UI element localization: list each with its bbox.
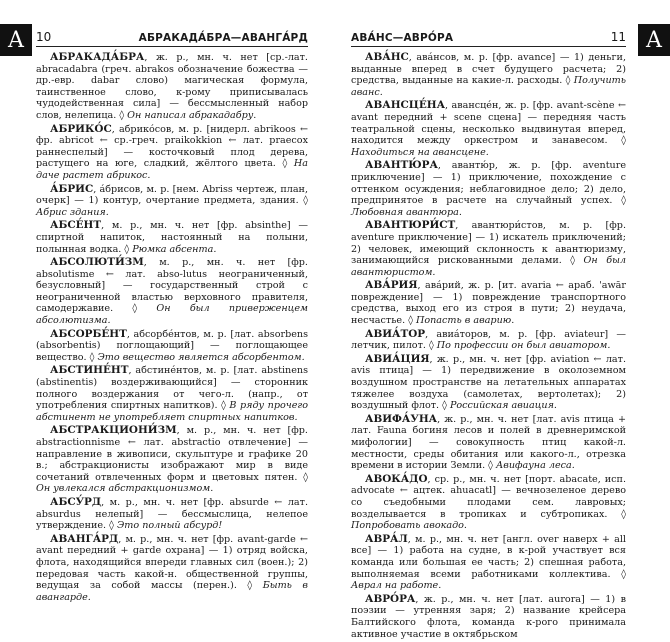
definition: , м. р., мн. ч. нет [фр. absinthe] — спиртной напиток, настоянный на полыни, полынная водка. ◊ (36, 220, 308, 255)
page-number: 11 (610, 30, 626, 44)
page-header (351, 28, 626, 47)
dictionary-entry (351, 534, 626, 592)
definition: , ава́нсов, м. р. [фр. avance] — 1) деньги, выданные вперед в счет будущего расчета; 2) средства, выданные на какие-л. расходы. ◊ (351, 52, 626, 87)
definition: , авантю́р, ж. р. [фр. aventure приключение] — 1) приключение, похождение с оттенком осуждения; неблаговидное дело; 2) дело, предпринятое в расчете на случайный успех. ◊ (351, 160, 626, 207)
dictionary-entry (36, 534, 308, 604)
headword: АБСУ́РД (50, 495, 102, 508)
usage-example: В ряду прочего абстинент не употребляет спиртных напитков. (36, 400, 309, 423)
headword: АБСЕ́НТ (50, 219, 102, 232)
dictionary-entry (36, 257, 308, 327)
usage-example: Он был авантюристом. (351, 255, 626, 278)
headword: АБРАКАДА́БРА (50, 51, 145, 63)
usage-example: Получить аванс. (351, 75, 626, 98)
headword: АБСОЛЮТИ́ЗМ (50, 256, 144, 269)
headword: АВРО́РА (365, 592, 416, 605)
headword: АВИА́ЦИЯ (365, 352, 430, 365)
dictionary-entry (351, 280, 626, 326)
dictionary-entry (351, 52, 626, 98)
definition: , м. р., мн. ч. нет [фр. abstractionnisme ← лат. abstractio отвлечение] — направление в живописи, скульптуре и графике 20 в.; абстракционисты изображают мир в виде сочетаний отвлеченных форм и цветовых пятен. ◊ (36, 425, 308, 483)
letter-tab: А (0, 24, 32, 56)
headword: АВАНТЮ́РА (365, 159, 438, 172)
usage-example: Любовная авантюра. (351, 206, 462, 218)
dictionary-column (351, 52, 626, 642)
definition: , м. р., мн. ч. нет [англ. over наверх + all все] — 1) работа на судне, в к-рой участвует вся команда или большая ее часть; 2) спешная работа, выполняемая всеми работниками коллектива. ◊ (351, 533, 626, 580)
definition: , м. р., мн. ч. нет [фр. absolutisme ← лат. abso-lutus неограниченный, безусловный] — государственный строй с неограниченной властью верховного правителя, самодержавие. ◊ (36, 257, 308, 315)
definition: , а́брисов, м. р. [нем. Abriss чертеж, план, очерк] — 1) контур, очертание предмета, здания. ◊ (36, 183, 308, 207)
dictionary-entry (36, 329, 308, 364)
headword: АВАНТЮРИ́СТ (365, 219, 456, 232)
dictionary-entry (351, 220, 626, 278)
usage-example: Российская авиация. (449, 400, 557, 412)
running-head: АВА́НС—АВРО́РА (351, 32, 454, 44)
dictionary-entry (36, 124, 308, 182)
dictionary-entry (351, 354, 626, 412)
usage-example: Аврал на работе. (351, 580, 442, 592)
dictionary-entry (36, 365, 308, 423)
definition: , ср. р., мн. ч. нет [порт. abacate, исп. advocate ← ацтек. ahuacatl] — вечнозеленое дерево со съедобными плодами сем. лавровых; возделывается в тропиках и субтропиках. ◊ (351, 473, 626, 520)
usage-example: Он увлекался абстракционизмом. (36, 483, 214, 495)
headword: АВАНСЦЕ́НА (365, 99, 446, 112)
definition: , авиа́торов, м. р. [фр. aviateur] — летчик, пилот. ◊ (351, 328, 626, 352)
dictionary-column (36, 52, 308, 605)
dictionary-entry (36, 184, 308, 219)
definition: , авантюри́стов, м. р. [фр. aventure приключение] — 1) искатель приключений; 2) человек, имеющий склонность к авантюризму, занимающийся рискованными делами. ◊ (351, 220, 626, 267)
definition: , ава́рий, ж. р. [ит. avaria ← араб. 'awār повреждение] — 1) повреждение транспортного средства, выход его из строя в пути; 2) неудача, несчастье. ◊ (351, 280, 626, 327)
headword: АБРИКО́С (50, 122, 112, 135)
letter-tab: А (638, 24, 670, 56)
definition: , абстине́нтов, м. р. [лат. abstinens (abstinentis) воздерживающийся] — сторонник полного воздержания от чего-л. (напр., от употребления спиртных напитков). ◊ (36, 365, 308, 412)
dictionary-entry (36, 52, 308, 122)
usage-example: Находиться на авансцене. (351, 146, 489, 158)
dictionary-entry (351, 414, 626, 472)
definition: , м. р., мн. ч. нет [фр. absurde ← лат. absurdus нелепый] — бессмыслица, нелепое утверждение. ◊ (36, 496, 308, 532)
headword: АВА́НС (365, 51, 409, 63)
usage-example: Попробовать авокадо. (351, 520, 467, 532)
definition: , авансце́н, ж. р. [фр. avant-scène ← avant передний + scene сцена] — передняя часть театральной сцены, несколько выдвинутая вперед, находится между оркестром и занавесом. ◊ (351, 100, 626, 147)
left-page (0, 0, 335, 603)
definition: , абсорбе́нтов, м. р. [лат. absorbens (absorbentis) поглощающий] — поглощающее вещество. ◊ (36, 328, 308, 363)
definition: , ж. р., мн. ч. нет [лат. aurora] — 1) в поэзии — утренняя заря; 2) название крейсера Балтийского флота, команда к-рого принимала активное участие в октябрьском (351, 593, 626, 640)
dictionary-entry (351, 160, 626, 218)
usage-example: Абрис здания. (36, 206, 109, 218)
headword: АВОКА́ДО (365, 472, 428, 485)
definition: , абрико́сов, м. р. [нидерл. abrikoos ← фр. abricot ← ср.-греч. praikokkion ← лат. praecox раннеспелый] — косточковый плод дерева, растущего на юге, сладкий, жёлтого цвета. ◊ (36, 123, 308, 170)
headword: АБСТИНЕ́НТ (50, 364, 129, 377)
headword: АВА́РИЯ (365, 279, 418, 292)
right-page (335, 0, 670, 640)
usage-example: Быть в авангарде. (36, 580, 308, 603)
headword: АБСТРАКЦИОНИ́ЗМ (50, 424, 177, 437)
headword: А́БРИС (50, 182, 94, 195)
usage-example: Рюмка абсента. (132, 243, 217, 255)
usage-example: Он был приверженцем абсолютизма. (36, 303, 308, 327)
headword: АВИФА́УНА (365, 412, 438, 425)
headword: АБСОРБЕ́НТ (50, 327, 127, 340)
dictionary-entry (351, 474, 626, 532)
headword: АВИА́ТОР (365, 327, 426, 340)
definition: , м. р., мн. ч. нет [фр. avant-garde ← avant передний + garde охрана] — 1) отряд войска, флота, находящийся впереди главных сил (воен.); 2) передовая часть какой-н. общественной группы, ведущая за собой массы (перен.). ◊ (36, 533, 308, 592)
dictionary-entry (36, 497, 308, 532)
usage-example: Это полный абсурд! (116, 520, 223, 532)
usage-example: Это вещество является абсорбентом. (97, 351, 305, 363)
definition: , ж. р., мн. ч. нет [фр. aviation ← лат. avis птица] — 1) передвижение в околоземном воздушном пространстве на летательных аппаратах тяжелее воздуха (самолетах, вертолетах); 2) воздушный флот. ◊ (351, 353, 626, 412)
page-header (36, 28, 308, 47)
headword: АВРА́Л (365, 532, 408, 545)
usage-example: Он написал абракадабру. (127, 109, 257, 121)
headword: АВАНГА́РД (50, 532, 119, 545)
usage-example: По профессии он был авиатором. (436, 340, 611, 352)
dictionary-entry (351, 594, 626, 640)
usage-example: Попасть в аварию. (415, 315, 515, 327)
dictionary-entry (36, 425, 308, 495)
definition: , ж. р., мн. ч. нет [лат. avis птица + лат. Fauna богиня лесов и полей в древнеримской мифологии] — совокупность птиц какой-л. местности, среды обитания или какого-л., отрезка времени в истории Земли. ◊ (351, 413, 626, 472)
dictionary-entry (36, 220, 308, 255)
dictionary-entry (351, 329, 626, 352)
running-head: АБРАКАДА́БРА—АВАНГА́РД (138, 32, 308, 44)
definition: , ж. р., мн. ч. нет [ср.-лат. abracadabra (греч. abrakos обозначение божества — др.-евр. dabar слово) магическая формула, таинственное слово, к-рому приписывалась чудодейственная сила] — бессмысленный набор слов, нелепица. ◊ (36, 52, 308, 121)
usage-example: Авифауна леса. (495, 460, 575, 472)
page-number: 10 (36, 30, 52, 44)
dictionary-entry (351, 100, 626, 158)
usage-example: На даче растет абрикос. (36, 158, 308, 181)
